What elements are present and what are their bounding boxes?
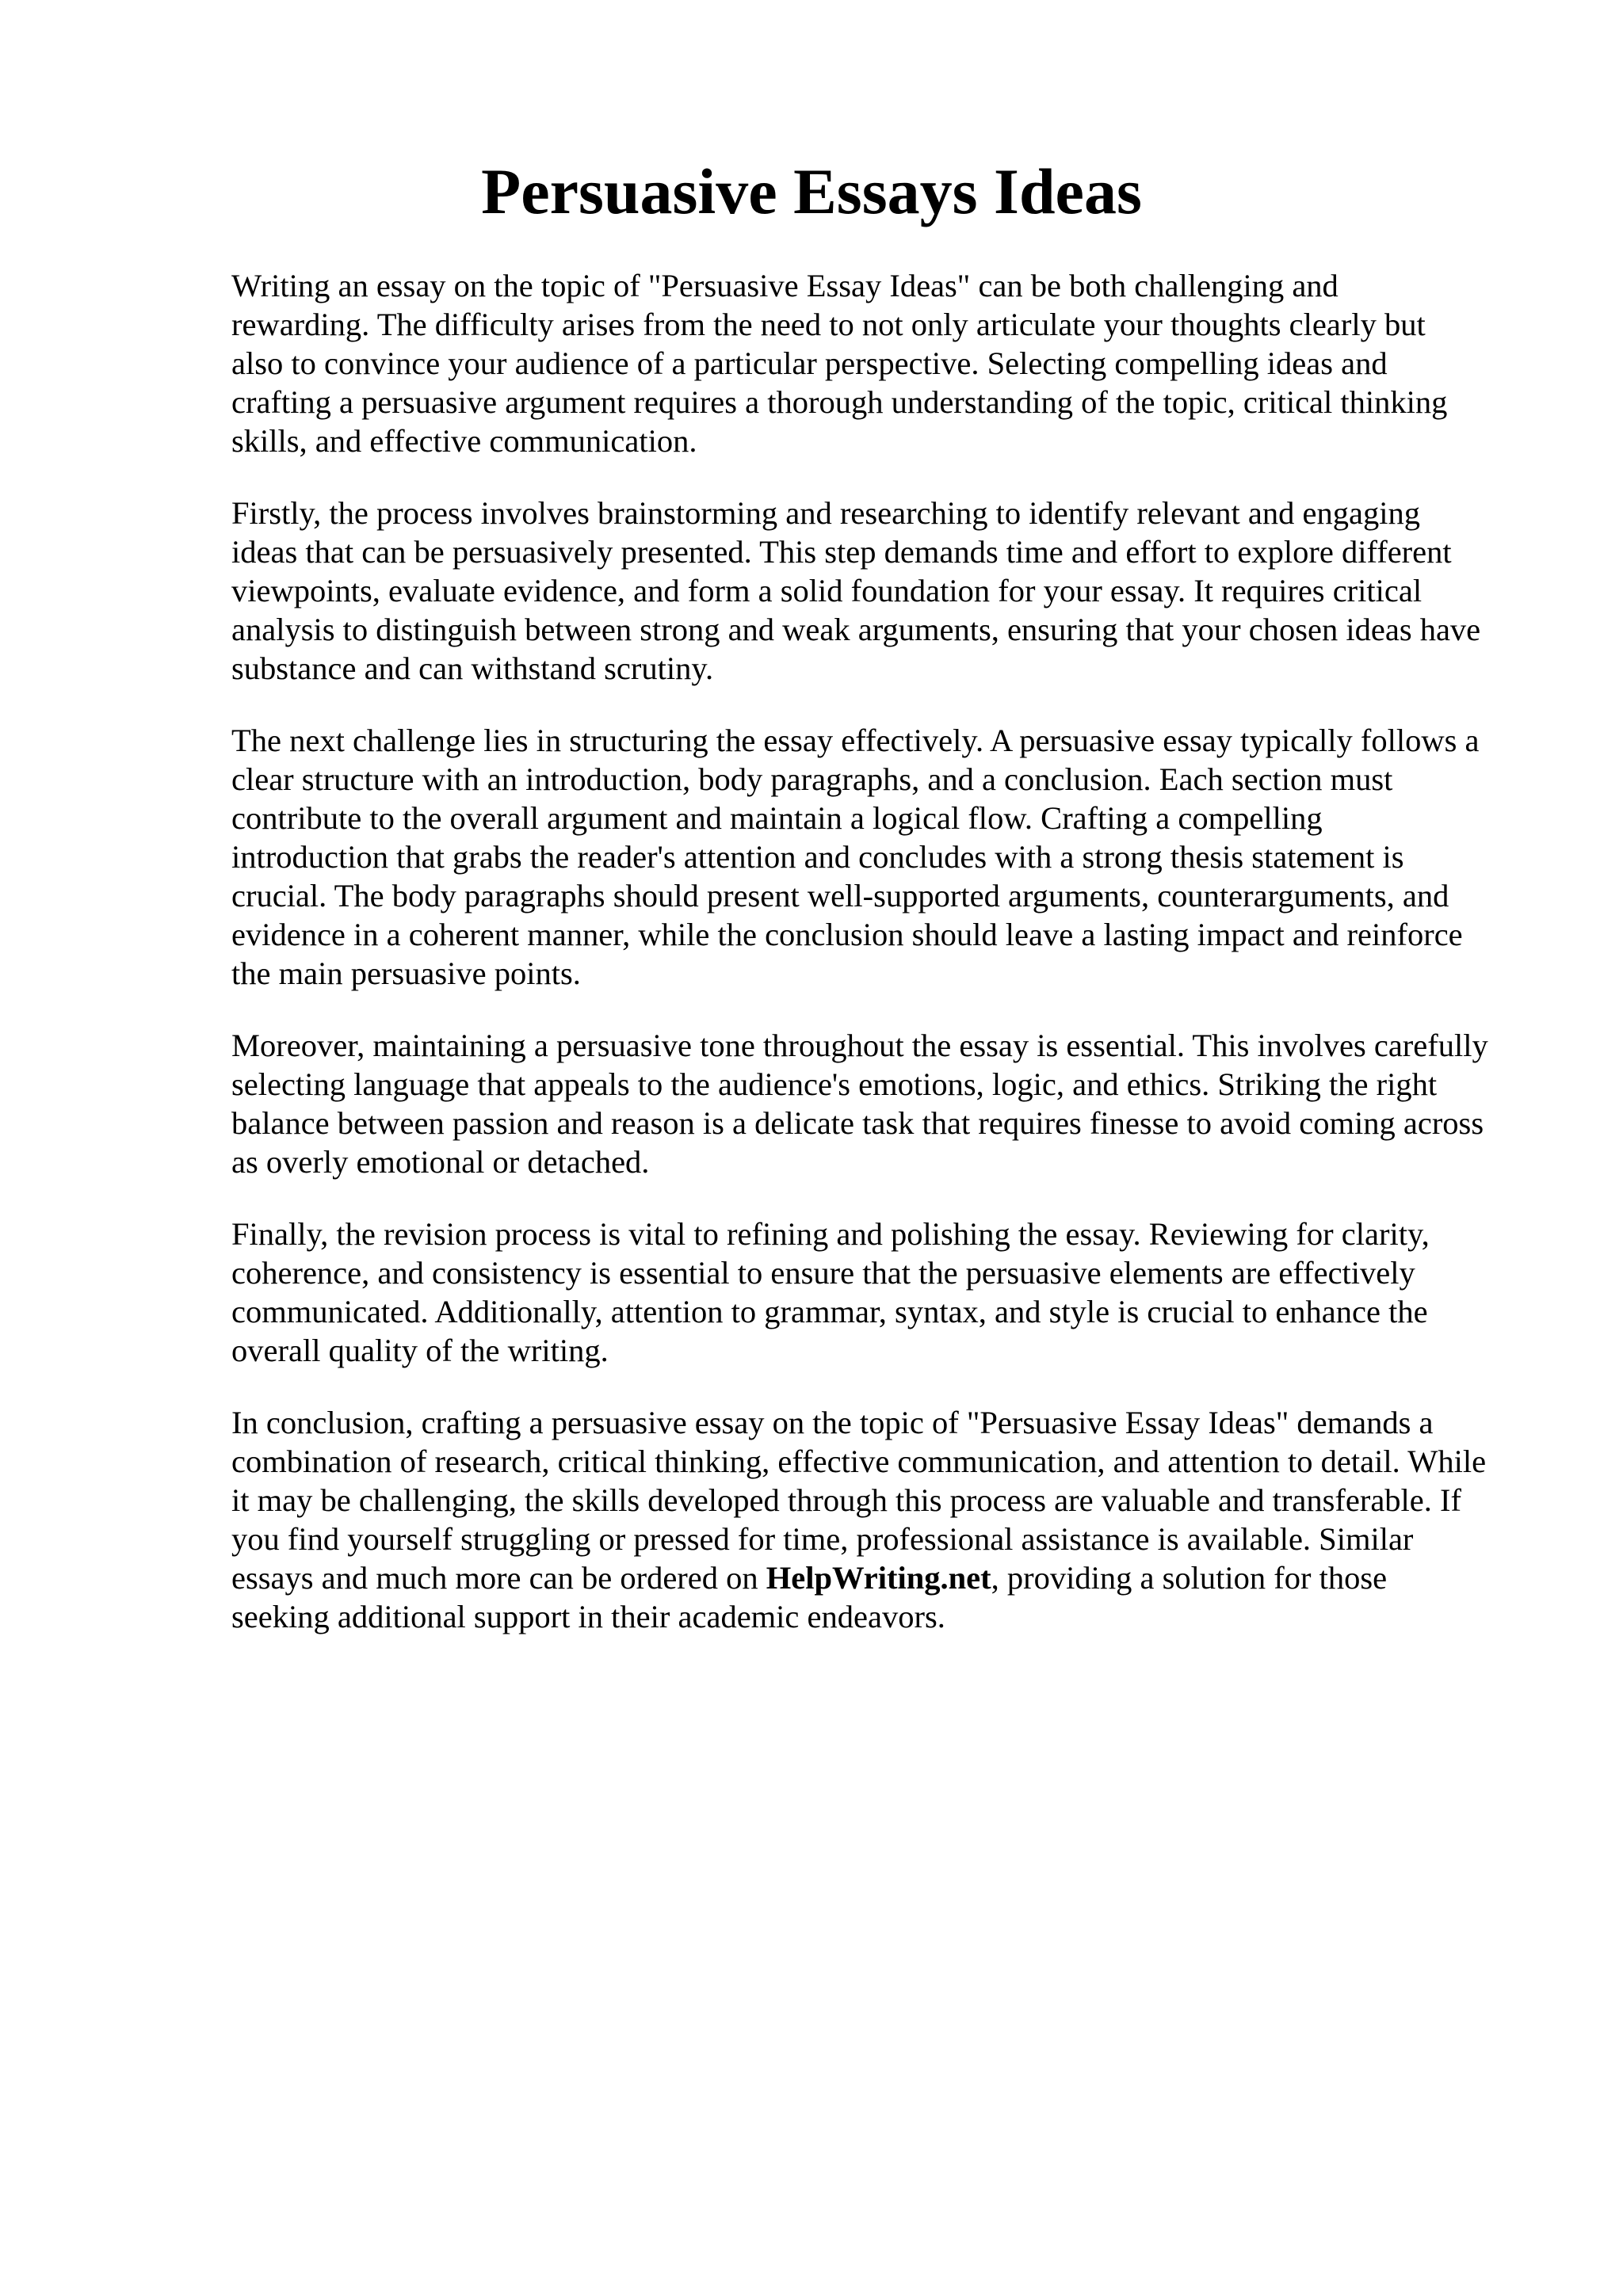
paragraph-intro — [231, 266, 1531, 460]
text-segment: essays and much more can be ordered on — [231, 1560, 766, 1596]
text-line: seeking additional support in their academic endeavors. — [231, 1599, 945, 1634]
text-line: also to convince your audience of a particular perspective. Selecting compelling ideas and — [231, 345, 1388, 381]
text-line: combination of research, critical thinking, effective communication, and attention to detail. While — [231, 1444, 1487, 1479]
text-line: skills, and effective communication. — [231, 423, 697, 459]
paragraph-conclusion — [231, 1403, 1531, 1636]
text-line: crucial. The body paragraphs should present well-supported arguments, counterarguments, and — [231, 878, 1449, 913]
text-line: overall quality of the writing. — [231, 1333, 609, 1368]
text-line: clear structure with an introduction, body paragraphs, and a conclusion. Each section must — [231, 761, 1393, 797]
brand-name: HelpWriting.net — [766, 1560, 991, 1596]
text-line: Writing an essay on the topic of "Persuasive Essay Ideas" can be both challenging and — [231, 268, 1338, 303]
paragraph-tone — [231, 1026, 1531, 1181]
text-line: you find yourself struggling or pressed for time, professional assistance is available. Similar — [231, 1521, 1414, 1557]
text-line: In conclusion, crafting a persuasive essay on the topic of "Persuasive Essay Ideas" demands a — [231, 1405, 1434, 1440]
text-line: it may be challenging, the skills developed through this process are valuable and transferable. If — [231, 1482, 1461, 1518]
text-line: balance between passion and reason is a delicate task that requires finesse to avoid coming across — [231, 1105, 1484, 1141]
text-line: evidence in a coherent manner, while the conclusion should leave a lasting impact and reinforce — [231, 917, 1463, 952]
document-body — [231, 266, 1531, 1669]
text-line: The next challenge lies in structuring the essay effectively. A persuasive essay typically follows a — [231, 723, 1480, 758]
paragraph-structure — [231, 721, 1531, 993]
text-line: coherence, and consistency is essential to ensure that the persuasive elements are effectively — [231, 1255, 1415, 1291]
text-line: rewarding. The difficulty arises from the need to not only articulate your thoughts clearly but — [231, 307, 1426, 342]
text-line: Finally, the revision process is vital to refining and polishing the essay. Reviewing for clarity, — [231, 1216, 1430, 1252]
text-line: substance and can withstand scrutiny. — [231, 650, 714, 686]
text-line: communicated. Additionally, attention to grammar, syntax, and style is crucial to enhance the — [231, 1294, 1428, 1329]
text-line: selecting language that appeals to the audience's emotions, logic, and ethics. Striking the right — [231, 1066, 1438, 1102]
text-line: contribute to the overall argument and maintain a logical flow. Crafting a compelling — [231, 800, 1323, 836]
text-line: Firstly, the process involves brainstorming and researching to identify relevant and engaging — [231, 495, 1420, 531]
text-line: crafting a persuasive argument requires a thorough understanding of the topic, critical thinking — [231, 384, 1448, 420]
text-line: ideas that can be persuasively presented. This step demands time and effort to explore different — [231, 534, 1452, 570]
text-line: Moreover, maintaining a persuasive tone throughout the essay is essential. This involves carefully — [231, 1028, 1488, 1063]
document-title: Persuasive Essays Ideas — [481, 155, 1142, 227]
text-line: as overly emotional or detached. — [231, 1144, 650, 1180]
text-line: viewpoints, evaluate evidence, and form a solid foundation for your essay. It requires critical — [231, 573, 1423, 608]
text-line: analysis to distinguish between strong and weak arguments, ensuring that your chosen ideas have — [231, 612, 1481, 647]
text-line: the main persuasive points. — [231, 955, 581, 991]
text-segment: , providing a solution for those — [991, 1560, 1388, 1596]
text-line-with-brand — [231, 1558, 1531, 1597]
paragraph-brainstorming — [231, 494, 1531, 688]
paragraph-revision — [231, 1215, 1531, 1370]
text-line: introduction that grabs the reader's attention and concludes with a strong thesis statement is — [231, 839, 1404, 875]
